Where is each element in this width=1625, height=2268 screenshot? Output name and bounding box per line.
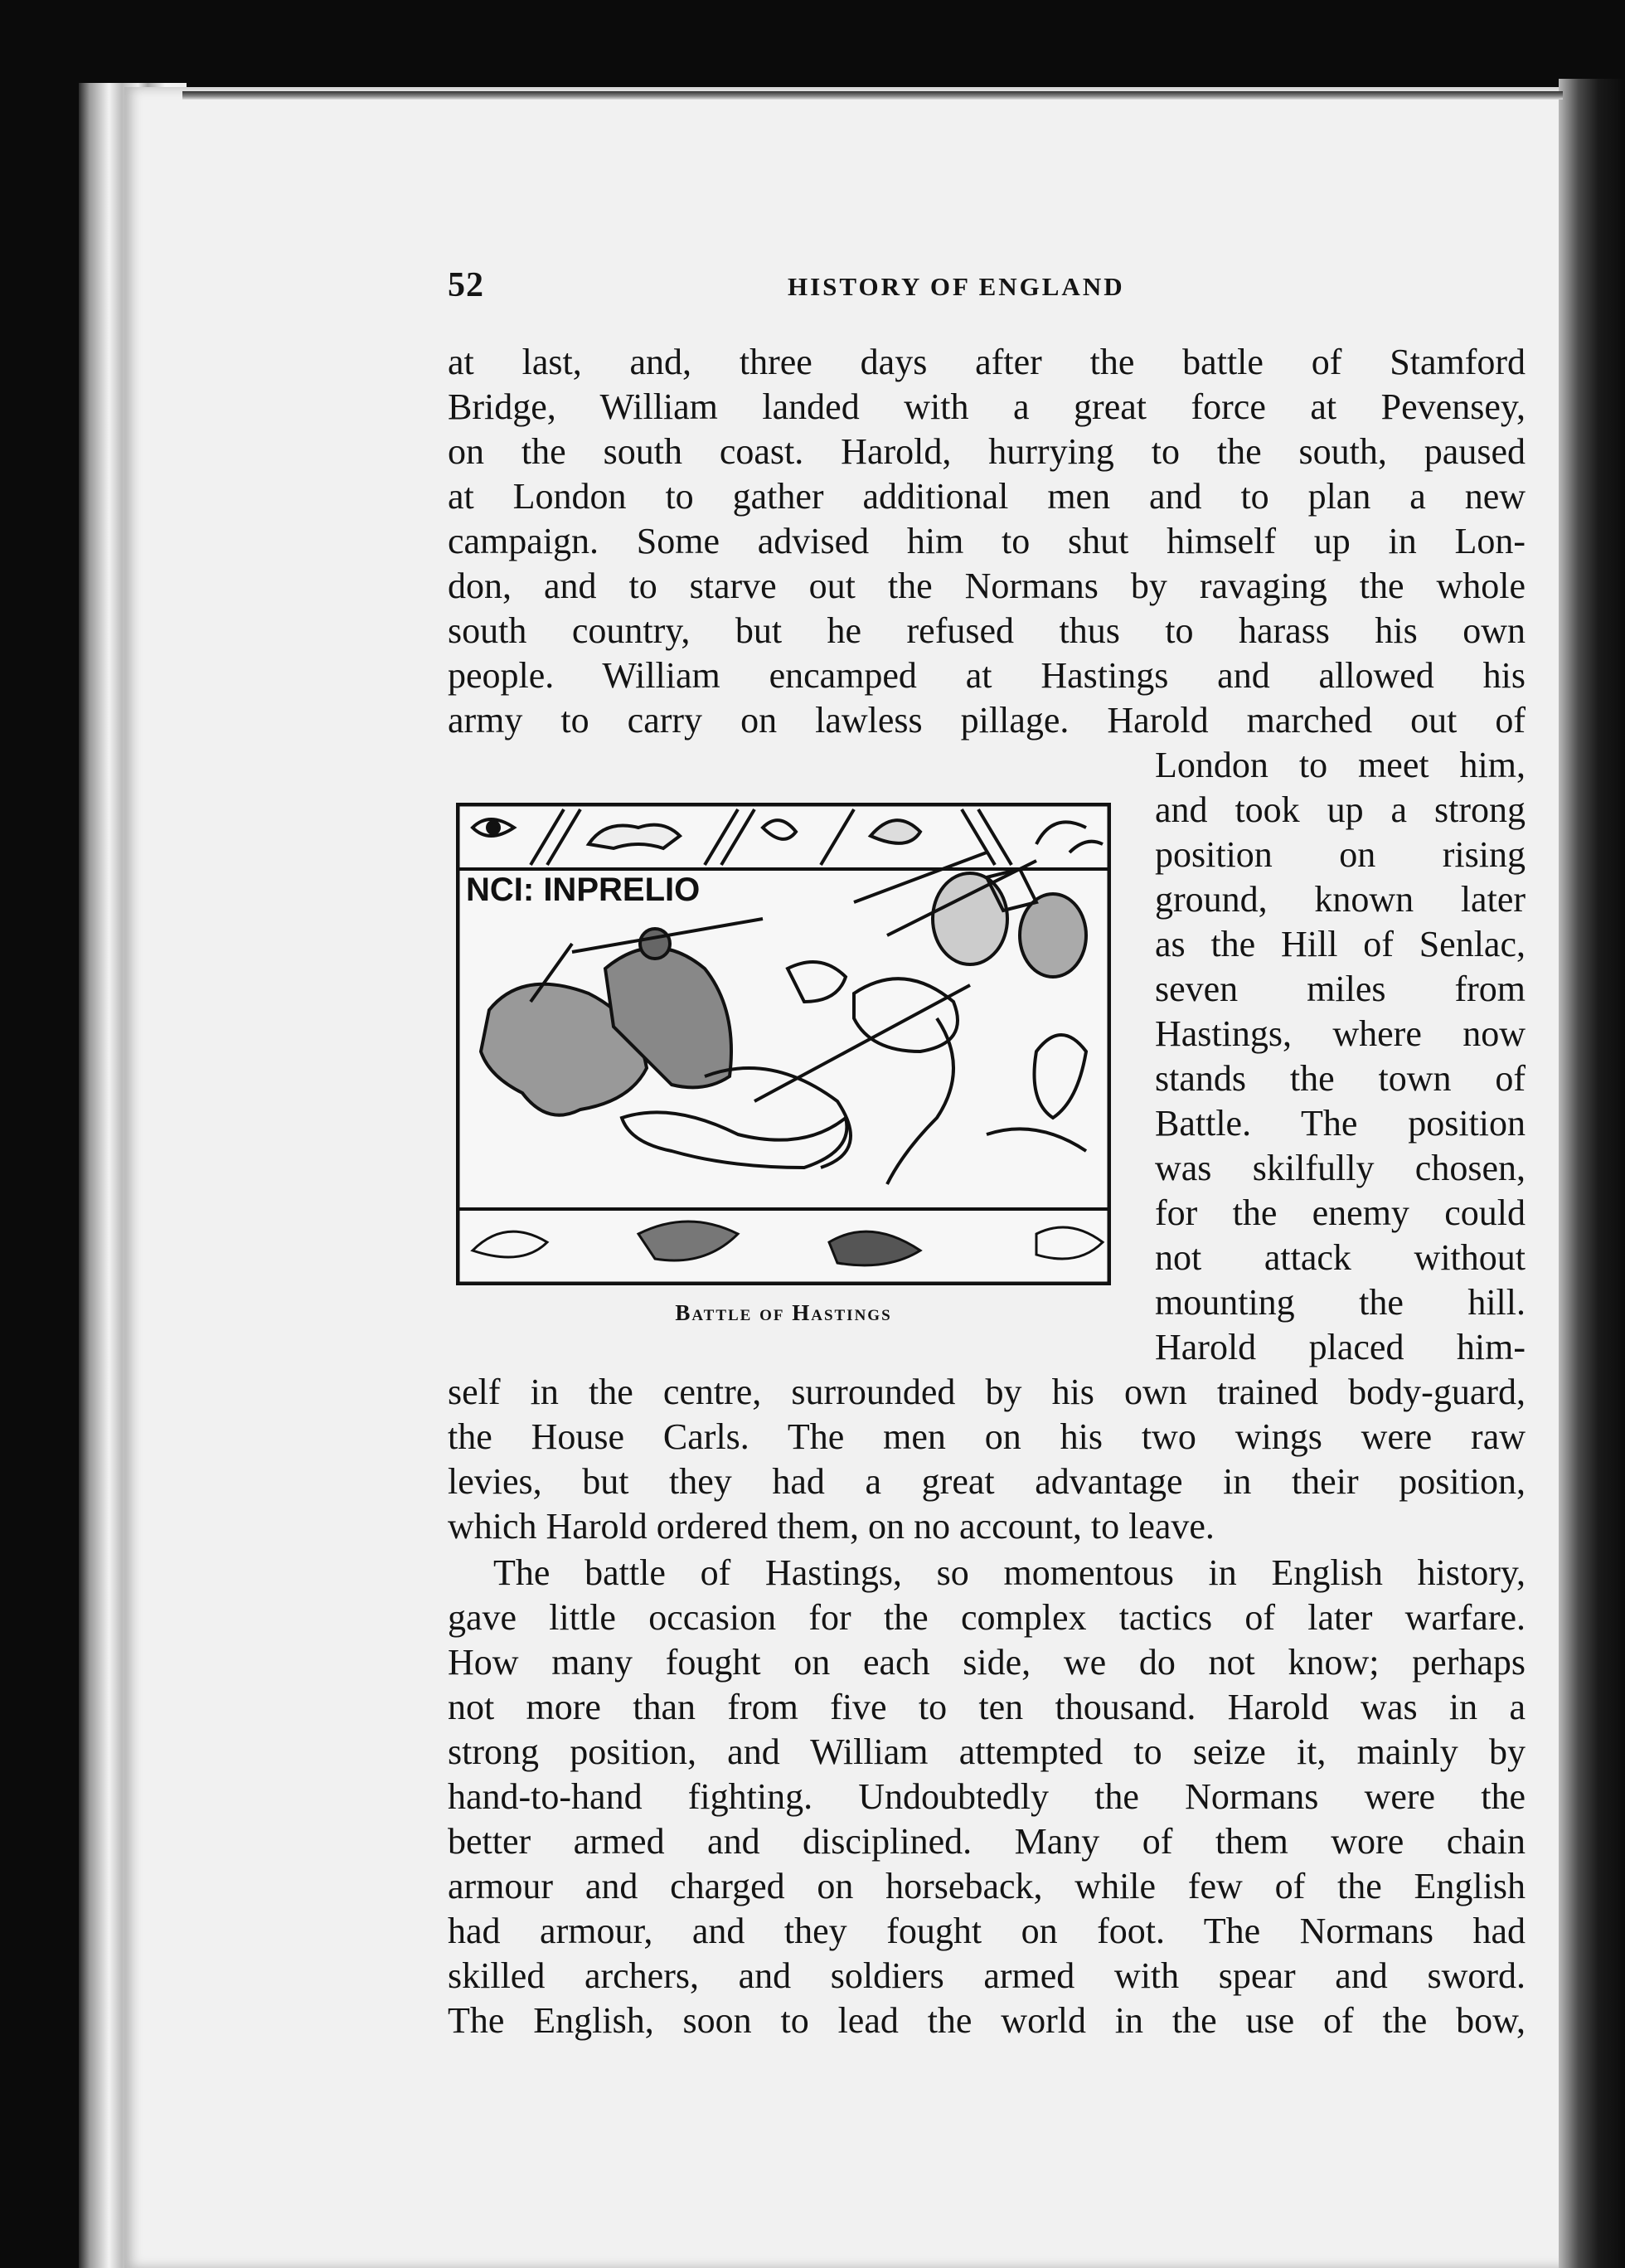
text-line: London to meet him, — [1155, 745, 1526, 785]
battle-illustration — [456, 803, 1111, 1285]
text-line: at last, and, three days after the battle of Stamford — [448, 342, 1526, 382]
text-line: as the Hill of Senlac, — [1155, 924, 1526, 964]
text-line: ground, known later — [1155, 879, 1526, 920]
text-line: Hastings, where now — [1155, 1013, 1526, 1054]
text-line: stands the town of — [1155, 1058, 1526, 1099]
text-line: and took up a strong — [1155, 789, 1526, 830]
text-line: people. William encamped at Hastings and allowed his — [448, 655, 1526, 696]
page-header — [448, 265, 1526, 307]
page-number: 52 — [448, 266, 484, 304]
text-line: don, and to starve out the Normans by ravaging the whole — [448, 566, 1526, 606]
text-line: How many fought on each side, we do not know; perhaps — [448, 1642, 1526, 1683]
text-line: on the south coast. Harold, hurrying to the south, paused — [448, 431, 1526, 472]
text-line: campaign. Some advised him to shut himself up in Lon- — [448, 521, 1526, 561]
text-line: south country, but he refused thus to harass his own — [448, 610, 1526, 651]
text-line: The battle of Hastings, so momentous in English history, — [493, 1552, 1526, 1593]
page-right-shadow — [1559, 79, 1625, 2268]
text-line: for the enemy could — [1155, 1192, 1526, 1233]
text-line: strong position, and William attempted to seize it, mainly by — [448, 1731, 1526, 1772]
text-line: mounting the hill. — [1155, 1282, 1526, 1323]
text-line: was skilfully chosen, — [1155, 1148, 1526, 1188]
text-line: at London to gather additional men and to plan a new — [448, 476, 1526, 517]
figure-caption: Battle of Hastings — [675, 1300, 892, 1325]
text-line: skilled archers, and soldiers armed with spear and sword. — [448, 1955, 1526, 1996]
page-top-edge — [182, 91, 1563, 100]
running-head: HISTORY OF ENGLAND — [788, 272, 1125, 301]
text-line: the House Carls. The men on his two wings were raw — [448, 1416, 1526, 1457]
text-line: army to carry on lawless pillage. Harold marched out of — [448, 700, 1526, 741]
text-line: not more than from five to ten thousand. Harold was in a — [448, 1687, 1526, 1727]
text-line: self in the centre, surrounded by his own trained body-guard, — [448, 1372, 1526, 1412]
text-line: which Harold ordered them, on no account, to leave. — [448, 1506, 1215, 1547]
text-line: not attack without — [1155, 1237, 1526, 1278]
text-line: Battle. The position — [1155, 1103, 1526, 1144]
text-line: hand-to-hand fighting. Undoubtedly the Normans were the — [448, 1776, 1526, 1817]
text-line: seven miles from — [1155, 969, 1526, 1009]
text-line: had armour, and they fought on foot. The Normans had — [448, 1911, 1526, 1951]
text-line: The English, soon to lead the world in the use of the bow, — [448, 2000, 1526, 2041]
text-line: gave little occasion for the complex tactics of later warfare. — [448, 1597, 1526, 1638]
text-line: better armed and disciplined. Many of them wore chain — [448, 1821, 1526, 1862]
text-line: Bridge, William landed with a great force at Pevensey, — [448, 386, 1526, 427]
text-line: armour and charged on horseback, while few of the English — [448, 1866, 1526, 1906]
tapestry-image — [456, 803, 1111, 1285]
tapestry-inscription: NCI: INPRELIO — [466, 872, 701, 908]
text-line: levies, but they had a great advantage in their position, — [448, 1461, 1526, 1502]
text-line: position on rising — [1155, 834, 1526, 875]
text-line: Harold placed him- — [1155, 1327, 1526, 1367]
